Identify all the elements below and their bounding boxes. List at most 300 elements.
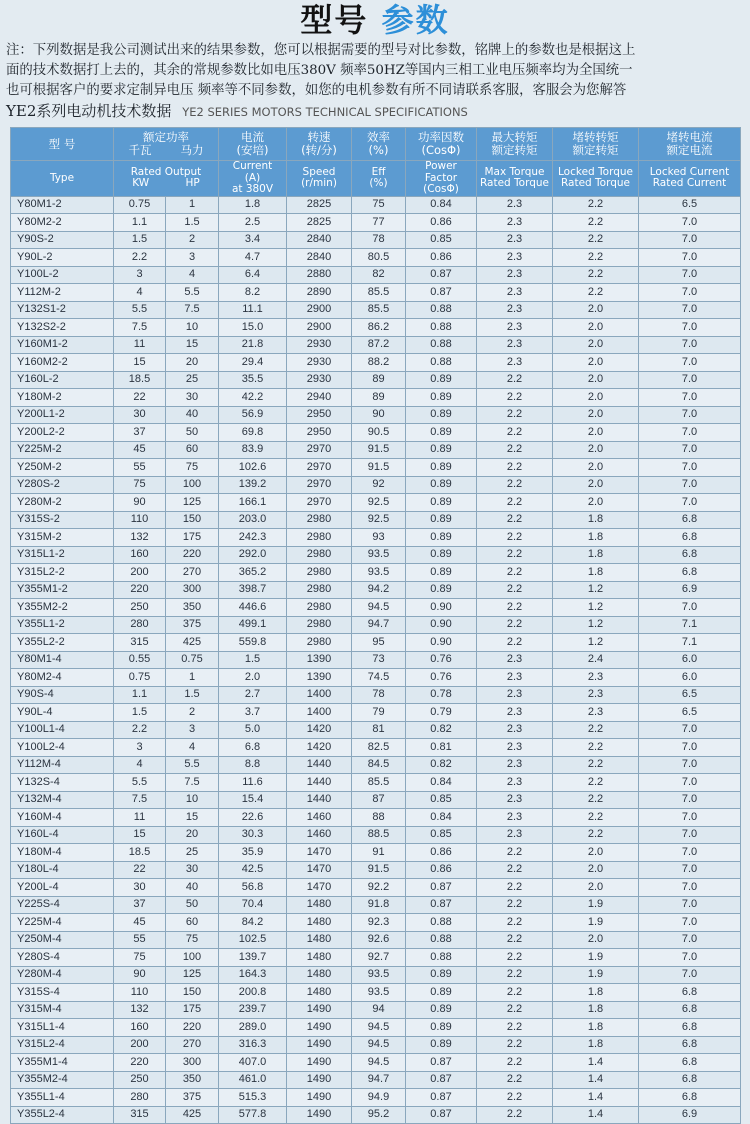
cell-max-torque: 2.2 — [477, 861, 553, 879]
cell-type: Y355M2-4 — [11, 1071, 114, 1089]
table-row — [11, 756, 741, 774]
cell-speed: 2840 — [287, 249, 352, 267]
cell-locked-torque: 2.0 — [553, 406, 639, 424]
cell-power-factor: 0.82 — [406, 756, 477, 774]
cell-max-torque: 2.3 — [477, 651, 553, 669]
cell-hp: 3 — [166, 249, 219, 267]
cell-speed: 1440 — [287, 791, 352, 809]
cell-kw: 0.75 — [114, 669, 166, 687]
cell-eff: 94.5 — [352, 1036, 406, 1054]
cell-max-torque: 2.2 — [477, 546, 553, 564]
cell-eff: 91.5 — [352, 441, 406, 459]
cell-kw: 280 — [114, 616, 166, 634]
cell-locked-torque: 2.3 — [553, 704, 639, 722]
cell-max-torque: 2.2 — [477, 1019, 553, 1037]
table-row — [11, 1001, 741, 1019]
cell-current: 4.7 — [219, 249, 287, 267]
cell-locked-current: 7.0 — [639, 284, 741, 302]
th-max-torque-en: Max Torque Rated Torque — [477, 161, 553, 197]
cell-max-torque: 2.2 — [477, 931, 553, 949]
cell-max-torque: 2.2 — [477, 389, 553, 407]
cell-eff: 87.2 — [352, 336, 406, 354]
cell-type: Y200L1-2 — [11, 406, 114, 424]
cell-power-factor: 0.88 — [406, 319, 477, 337]
cell-hp: 375 — [166, 1089, 219, 1107]
cell-type: Y315M-2 — [11, 529, 114, 547]
cell-hp: 25 — [166, 844, 219, 862]
cell-locked-torque: 1.4 — [553, 1054, 639, 1072]
cell-eff: 92.3 — [352, 914, 406, 932]
subtitle-cn: YE2系列电动机技术数据 — [6, 102, 172, 120]
cell-current: 5.0 — [219, 721, 287, 739]
cell-hp: 20 — [166, 826, 219, 844]
cell-hp: 220 — [166, 546, 219, 564]
cell-kw: 250 — [114, 1071, 166, 1089]
cell-power-factor: 0.86 — [406, 861, 477, 879]
cell-max-torque: 2.3 — [477, 231, 553, 249]
cell-power-factor: 0.89 — [406, 564, 477, 582]
title-part2: 参数 — [381, 1, 450, 39]
cell-power-factor: 0.88 — [406, 949, 477, 967]
cell-kw: 110 — [114, 984, 166, 1002]
cell-type: Y100L2-4 — [11, 739, 114, 757]
cell-kw: 132 — [114, 529, 166, 547]
cell-current: 21.8 — [219, 336, 287, 354]
cell-speed: 1470 — [287, 879, 352, 897]
cell-locked-torque: 2.2 — [553, 826, 639, 844]
cell-max-torque: 2.2 — [477, 406, 553, 424]
cell-kw: 220 — [114, 1054, 166, 1072]
th-max-torque-cn: 最大转矩 额定转矩 — [477, 128, 553, 161]
cell-locked-torque: 2.2 — [553, 214, 639, 232]
cell-locked-current: 6.5 — [639, 196, 741, 214]
cell-hp: 75 — [166, 931, 219, 949]
cell-speed: 1490 — [287, 1071, 352, 1089]
cell-speed: 2980 — [287, 529, 352, 547]
cell-power-factor: 0.89 — [406, 529, 477, 547]
cell-power-factor: 0.84 — [406, 774, 477, 792]
th-speed-en: Speed (r/min) — [287, 161, 352, 197]
cell-current: 29.4 — [219, 354, 287, 372]
cell-speed: 1470 — [287, 844, 352, 862]
table-row — [11, 494, 741, 512]
cell-max-torque: 2.3 — [477, 266, 553, 284]
th-rated-output-label: Rated Output — [130, 165, 202, 178]
cell-hp: 350 — [166, 1071, 219, 1089]
cell-kw: 3 — [114, 739, 166, 757]
table-row — [11, 826, 741, 844]
cell-kw: 160 — [114, 546, 166, 564]
cell-locked-current: 7.0 — [639, 809, 741, 827]
cell-locked-current: 7.0 — [639, 721, 741, 739]
cell-max-torque: 2.3 — [477, 809, 553, 827]
cell-hp: 15 — [166, 336, 219, 354]
cell-speed: 2980 — [287, 634, 352, 652]
cell-kw: 160 — [114, 1019, 166, 1037]
cell-current: 2.7 — [219, 686, 287, 704]
cell-power-factor: 0.76 — [406, 669, 477, 687]
cell-power-factor: 0.89 — [406, 1036, 477, 1054]
cell-type: Y250M-4 — [11, 931, 114, 949]
cell-speed: 2980 — [287, 599, 352, 617]
cell-eff: 94 — [352, 1001, 406, 1019]
table-row — [11, 214, 741, 232]
cell-max-torque: 2.2 — [477, 459, 553, 477]
cell-locked-torque: 2.0 — [553, 931, 639, 949]
cell-speed: 1480 — [287, 896, 352, 914]
cell-kw: 280 — [114, 1089, 166, 1107]
cell-hp: 60 — [166, 441, 219, 459]
cell-locked-current: 6.0 — [639, 669, 741, 687]
cell-hp: 125 — [166, 966, 219, 984]
cell-eff: 92.5 — [352, 511, 406, 529]
cell-current: 42.2 — [219, 389, 287, 407]
cell-hp: 0.75 — [166, 651, 219, 669]
cell-max-torque: 2.2 — [477, 896, 553, 914]
cell-power-factor: 0.87 — [406, 266, 477, 284]
cell-power-factor: 0.78 — [406, 686, 477, 704]
cell-kw: 2.2 — [114, 249, 166, 267]
cell-type: Y90L-2 — [11, 249, 114, 267]
table-row — [11, 284, 741, 302]
cell-locked-torque: 1.4 — [553, 1106, 639, 1124]
cell-power-factor: 0.76 — [406, 651, 477, 669]
cell-speed: 2880 — [287, 266, 352, 284]
cell-type: Y132S2-2 — [11, 319, 114, 337]
cell-speed: 2950 — [287, 424, 352, 442]
cell-hp: 270 — [166, 1036, 219, 1054]
cell-current: 499.1 — [219, 616, 287, 634]
cell-locked-torque: 2.2 — [553, 249, 639, 267]
cell-locked-current: 7.0 — [639, 231, 741, 249]
cell-current: 6.4 — [219, 266, 287, 284]
cell-kw: 75 — [114, 476, 166, 494]
cell-hp: 2 — [166, 231, 219, 249]
cell-locked-torque: 2.0 — [553, 459, 639, 477]
cell-locked-current: 7.1 — [639, 634, 741, 652]
cell-speed: 1420 — [287, 721, 352, 739]
cell-hp: 10 — [166, 319, 219, 337]
cell-type: Y112M-4 — [11, 756, 114, 774]
cell-hp: 125 — [166, 494, 219, 512]
cell-locked-current: 7.0 — [639, 494, 741, 512]
cell-eff: 91.5 — [352, 459, 406, 477]
cell-max-torque: 2.2 — [477, 616, 553, 634]
cell-locked-torque: 1.8 — [553, 529, 639, 547]
th-hp-cn: 马力 — [180, 143, 204, 157]
cell-locked-current: 7.0 — [639, 301, 741, 319]
cell-current: 2.5 — [219, 214, 287, 232]
cell-locked-torque: 1.8 — [553, 511, 639, 529]
cell-power-factor: 0.89 — [406, 476, 477, 494]
table-row — [11, 354, 741, 372]
page-title — [0, 0, 750, 44]
cell-max-torque: 2.3 — [477, 826, 553, 844]
cell-kw: 55 — [114, 459, 166, 477]
cell-kw: 11 — [114, 809, 166, 827]
cell-type: Y280M-2 — [11, 494, 114, 512]
cell-locked-torque: 2.2 — [553, 809, 639, 827]
cell-speed: 1480 — [287, 914, 352, 932]
cell-max-torque: 2.2 — [477, 1089, 553, 1107]
cell-locked-current: 6.5 — [639, 704, 741, 722]
cell-max-torque: 2.2 — [477, 634, 553, 652]
th-power-units — [114, 144, 218, 157]
cell-locked-torque: 1.2 — [553, 599, 639, 617]
cell-kw: 45 — [114, 914, 166, 932]
cell-hp: 100 — [166, 949, 219, 967]
cell-kw: 18.5 — [114, 844, 166, 862]
th-output-units — [114, 178, 218, 190]
cell-locked-torque: 1.9 — [553, 966, 639, 984]
cell-max-torque: 2.3 — [477, 669, 553, 687]
cell-max-torque: 2.2 — [477, 914, 553, 932]
cell-speed: 2825 — [287, 214, 352, 232]
cell-max-torque: 2.2 — [477, 1106, 553, 1124]
cell-locked-current: 7.0 — [639, 319, 741, 337]
cell-locked-current: 7.0 — [639, 896, 741, 914]
cell-current: 1.5 — [219, 651, 287, 669]
table-row — [11, 581, 741, 599]
cell-power-factor: 0.89 — [406, 581, 477, 599]
cell-hp: 7.5 — [166, 774, 219, 792]
cell-locked-current: 7.0 — [639, 459, 741, 477]
spec-table-container — [10, 127, 740, 1124]
cell-max-torque: 2.3 — [477, 301, 553, 319]
cell-kw: 200 — [114, 564, 166, 582]
cell-current: 1.8 — [219, 196, 287, 214]
cell-locked-current: 7.0 — [639, 406, 741, 424]
header-row-en — [11, 161, 741, 197]
cell-speed: 2950 — [287, 406, 352, 424]
cell-current: 577.8 — [219, 1106, 287, 1124]
cell-locked-torque: 1.2 — [553, 616, 639, 634]
cell-eff: 93.5 — [352, 966, 406, 984]
cell-power-factor: 0.89 — [406, 1001, 477, 1019]
cell-kw: 132 — [114, 1001, 166, 1019]
cell-kw: 3 — [114, 266, 166, 284]
cell-hp: 30 — [166, 861, 219, 879]
cell-hp: 300 — [166, 1054, 219, 1072]
cell-type: Y200L-4 — [11, 879, 114, 897]
cell-kw: 55 — [114, 931, 166, 949]
th-current-cn: 电流 (安培) — [219, 128, 287, 161]
cell-eff: 78 — [352, 686, 406, 704]
cell-locked-current: 6.8 — [639, 1071, 741, 1089]
cell-eff: 85.5 — [352, 301, 406, 319]
cell-hp: 5.5 — [166, 756, 219, 774]
cell-eff: 90 — [352, 406, 406, 424]
cell-kw: 45 — [114, 441, 166, 459]
cell-locked-torque: 2.0 — [553, 354, 639, 372]
cell-type: Y355M1-2 — [11, 581, 114, 599]
cell-max-torque: 2.2 — [477, 879, 553, 897]
cell-hp: 300 — [166, 581, 219, 599]
table-row — [11, 669, 741, 687]
cell-kw: 18.5 — [114, 371, 166, 389]
cell-locked-torque: 2.0 — [553, 319, 639, 337]
cell-type: Y132S-4 — [11, 774, 114, 792]
cell-type: Y180M-4 — [11, 844, 114, 862]
cell-max-torque: 2.2 — [477, 1071, 553, 1089]
cell-power-factor: 0.87 — [406, 896, 477, 914]
cell-power-factor: 0.88 — [406, 914, 477, 932]
cell-locked-current: 7.0 — [639, 266, 741, 284]
cell-locked-torque: 2.0 — [553, 879, 639, 897]
cell-max-torque: 2.2 — [477, 949, 553, 967]
cell-power-factor: 0.86 — [406, 844, 477, 862]
cell-locked-torque: 1.2 — [553, 581, 639, 599]
cell-type: Y280M-4 — [11, 966, 114, 984]
cell-current: 407.0 — [219, 1054, 287, 1072]
cell-speed: 1460 — [287, 809, 352, 827]
cell-locked-torque: 1.8 — [553, 564, 639, 582]
cell-locked-torque: 2.2 — [553, 756, 639, 774]
table-row — [11, 861, 741, 879]
cell-eff: 94.2 — [352, 581, 406, 599]
cell-eff: 91 — [352, 844, 406, 862]
table-row — [11, 686, 741, 704]
cell-kw: 5.5 — [114, 774, 166, 792]
cell-hp: 375 — [166, 616, 219, 634]
cell-speed: 1490 — [287, 1036, 352, 1054]
notice-line-3: 也可根据客户的要求定制异电压 频率等不同参数，如您的电机参数有所不同请联系客服，客服会为您解答 — [6, 83, 627, 98]
cell-type: Y280S-2 — [11, 476, 114, 494]
cell-max-torque: 2.2 — [477, 581, 553, 599]
cell-speed: 2890 — [287, 284, 352, 302]
header-row-cn — [11, 128, 741, 161]
cell-locked-current: 6.8 — [639, 511, 741, 529]
cell-kw: 315 — [114, 634, 166, 652]
cell-hp: 75 — [166, 459, 219, 477]
cell-locked-torque: 1.4 — [553, 1071, 639, 1089]
cell-locked-current: 7.0 — [639, 879, 741, 897]
th-eff-en: Eff (%) — [352, 161, 406, 197]
cell-power-factor: 0.88 — [406, 931, 477, 949]
cell-locked-current: 7.0 — [639, 424, 741, 442]
cell-type: Y315M-4 — [11, 1001, 114, 1019]
cell-kw: 1.1 — [114, 686, 166, 704]
cell-speed: 1490 — [287, 1106, 352, 1124]
cell-power-factor: 0.87 — [406, 879, 477, 897]
cell-eff: 92.7 — [352, 949, 406, 967]
cell-hp: 350 — [166, 599, 219, 617]
table-row — [11, 966, 741, 984]
cell-current: 461.0 — [219, 1071, 287, 1089]
cell-locked-torque: 2.3 — [553, 669, 639, 687]
cell-hp: 15 — [166, 809, 219, 827]
cell-type: Y355L1-2 — [11, 616, 114, 634]
cell-locked-current: 7.0 — [639, 774, 741, 792]
cell-locked-torque: 2.2 — [553, 231, 639, 249]
cell-current: 8.8 — [219, 756, 287, 774]
cell-current: 69.8 — [219, 424, 287, 442]
cell-power-factor: 0.87 — [406, 1089, 477, 1107]
cell-max-torque: 2.2 — [477, 424, 553, 442]
cell-type: Y100L1-4 — [11, 721, 114, 739]
cell-hp: 425 — [166, 1106, 219, 1124]
notice-text — [6, 41, 746, 122]
cell-max-torque: 2.3 — [477, 686, 553, 704]
cell-hp: 425 — [166, 634, 219, 652]
cell-locked-torque: 2.0 — [553, 424, 639, 442]
cell-power-factor: 0.79 — [406, 704, 477, 722]
cell-type: Y80M2-4 — [11, 669, 114, 687]
table-row — [11, 301, 741, 319]
title-part1: 型号 — [300, 1, 369, 39]
cell-max-torque: 2.3 — [477, 756, 553, 774]
cell-power-factor: 0.87 — [406, 1071, 477, 1089]
cell-type: Y315S-4 — [11, 984, 114, 1002]
table-row — [11, 389, 741, 407]
cell-power-factor: 0.88 — [406, 354, 477, 372]
cell-current: 164.3 — [219, 966, 287, 984]
cell-kw: 0.75 — [114, 196, 166, 214]
cell-locked-torque: 2.0 — [553, 336, 639, 354]
cell-power-factor: 0.81 — [406, 739, 477, 757]
cell-eff: 89 — [352, 389, 406, 407]
table-row — [11, 616, 741, 634]
cell-speed: 2940 — [287, 389, 352, 407]
cell-locked-current: 6.8 — [639, 546, 741, 564]
cell-power-factor: 0.86 — [406, 214, 477, 232]
cell-hp: 150 — [166, 984, 219, 1002]
cell-eff: 86.2 — [352, 319, 406, 337]
table-row — [11, 336, 741, 354]
cell-eff: 82.5 — [352, 739, 406, 757]
th-pf-cn: 功率因数 (CosΦ) — [406, 128, 477, 161]
cell-locked-current: 7.0 — [639, 844, 741, 862]
table-row — [11, 266, 741, 284]
cell-type: Y80M1-4 — [11, 651, 114, 669]
cell-current: 56.8 — [219, 879, 287, 897]
cell-speed: 2825 — [287, 196, 352, 214]
cell-current: 22.6 — [219, 809, 287, 827]
cell-speed: 2970 — [287, 494, 352, 512]
cell-locked-torque: 1.8 — [553, 1019, 639, 1037]
cell-kw: 75 — [114, 949, 166, 967]
cell-type: Y315L1-2 — [11, 546, 114, 564]
cell-locked-torque: 2.2 — [553, 739, 639, 757]
cell-eff: 88.2 — [352, 354, 406, 372]
table-row — [11, 406, 741, 424]
cell-speed: 1390 — [287, 651, 352, 669]
cell-locked-current: 7.0 — [639, 371, 741, 389]
cell-current: 83.9 — [219, 441, 287, 459]
th-speed-cn: 转速 (转/分) — [287, 128, 352, 161]
cell-speed: 2970 — [287, 441, 352, 459]
cell-speed: 1390 — [287, 669, 352, 687]
cell-eff: 93 — [352, 529, 406, 547]
cell-power-factor: 0.84 — [406, 196, 477, 214]
cell-power-factor: 0.89 — [406, 371, 477, 389]
cell-power-factor: 0.89 — [406, 511, 477, 529]
cell-current: 84.2 — [219, 914, 287, 932]
cell-current: 316.3 — [219, 1036, 287, 1054]
notice-line-2: 面的技术数据打上去的，其余的常规参数比如电压380V 频率50HZ等国内三相工业电压频率均为全国统一 — [6, 63, 633, 78]
cell-locked-torque: 2.2 — [553, 196, 639, 214]
cell-speed: 1440 — [287, 774, 352, 792]
cell-speed: 1400 — [287, 686, 352, 704]
cell-kw: 7.5 — [114, 319, 166, 337]
cell-current: 200.8 — [219, 984, 287, 1002]
cell-eff: 93.5 — [352, 564, 406, 582]
table-row — [11, 196, 741, 214]
cell-type: Y132S1-2 — [11, 301, 114, 319]
table-row — [11, 809, 741, 827]
cell-type: Y160M2-2 — [11, 354, 114, 372]
cell-power-factor: 0.87 — [406, 1054, 477, 1072]
